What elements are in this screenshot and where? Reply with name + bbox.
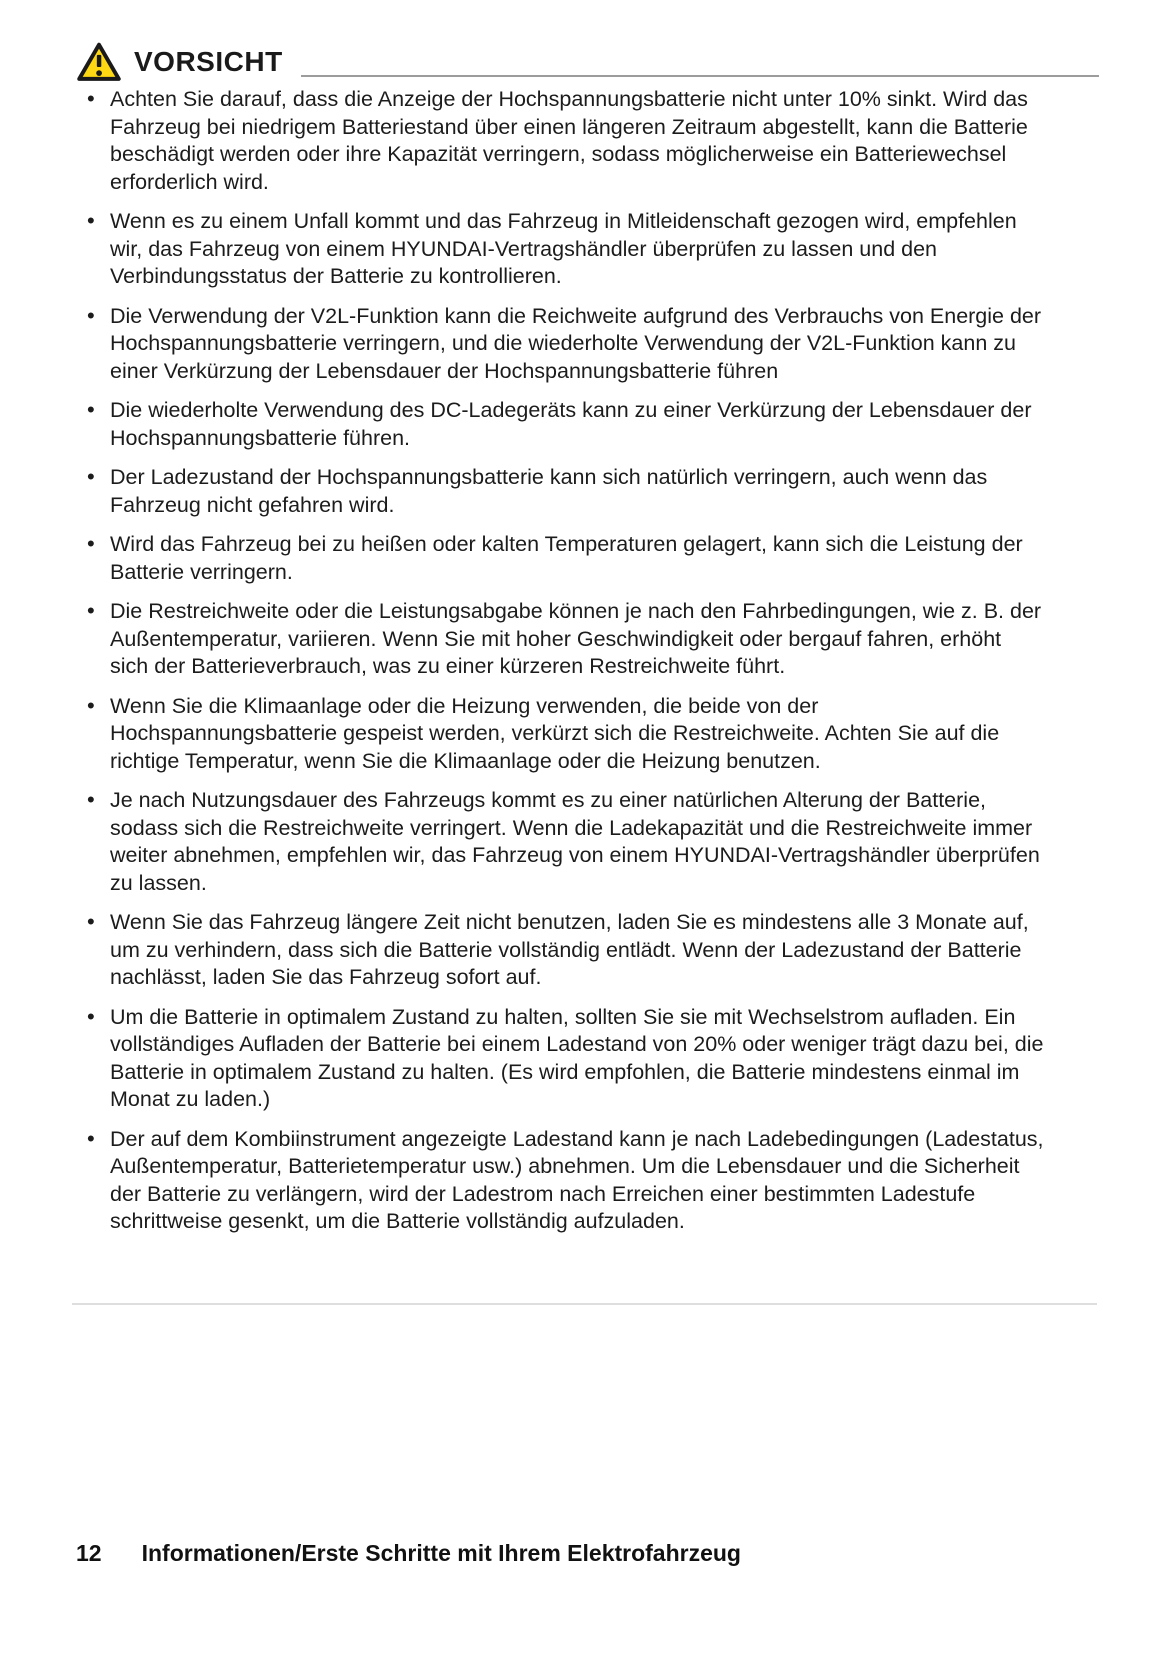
warning-triangle-icon (76, 41, 122, 83)
caution-list-item: • Der auf dem Kombiinstrument angezeigte Ladestand kann je nach Ladebedingungen (Ladestatus, Außentemperatur, Batterietemperatur usw.) abnehmen. Um die Lebensdauer und die Sicherheit der Batterie zu verlängern, wird der Ladestrom nach Erreichen einer bestimmten Ladestufe schrittweise gesenkt, um die Batterie vollständig aufzuladen. (76, 1126, 1045, 1236)
caution-list-item: • Der Ladezustand der Hochspannungsbatterie kann sich natürlich verringern, auch wenn das Fahrzeug nicht gefahren wird. (76, 464, 1045, 519)
caution-list-item: • Wenn Sie die Klimaanlage oder die Heizung verwenden, die beide von der Hochspannungsbatterie gespeist werden, verkürzt sich die Restreichweite. Achten Sie auf die richtige Temperatur, wenn Sie die Klimaanlage oder die Heizung benutzen. (76, 693, 1045, 776)
caution-list-item: • Wenn Sie das Fahrzeug längere Zeit nicht benutzen, laden Sie es mindestens alle 3 Monate auf, um zu verhindern, dass sich die Batterie vollständig entlädt. Wenn der Ladezustand der Batterie nachlässt, laden Sie das Fahrzeug sofort auf. (76, 909, 1045, 992)
caution-title: VORSICHT (134, 46, 283, 77)
caution-list-item: • Je nach Nutzungsdauer des Fahrzeugs kommt es zu einer natürlichen Alterung der Batterie, sodass sich die Restreichweite verringert. Wenn die Ladekapazität und die Restreichweite immer weiter abnehmen, empfehlen wir, das Fahrzeug von einem HYUNDAI-Vertragshändler überprüfen zu lassen. (76, 787, 1045, 897)
caution-list-item: • Wenn es zu einem Unfall kommt und das Fahrzeug in Mitleidenschaft gezogen wird, empfehlen wir, das Fahrzeug von einem HYUNDAI-Vertragshändler überprüfen zu lassen und den Verbindungsstatus der Batterie zu kontrollieren. (76, 208, 1045, 291)
caution-list-item: • Die Restreichweite oder die Leistungsabgabe können je nach den Fahrbedingungen, wie z. B. der Außentemperatur, variieren. Wenn Sie mit hoher Geschwindigkeit oder bergauf fahren, erhöht sich der Batterieverbrauch, was zu einer kürzeren Restreichweite führt. (76, 598, 1045, 681)
caution-list-item: • Die wiederholte Verwendung des DC-Ladegeräts kann zu einer Verkürzung der Lebensdauer der Hochspannungsbatterie führen. (76, 397, 1045, 452)
caution-list-item: • Wird das Fahrzeug bei zu heißen oder kalten Temperaturen gelagert, kann sich die Leistung der Batterie verringern. (76, 531, 1045, 586)
footer-section-title: Informationen/Erste Schritte mit Ihrem Elektrofahrzeug (141, 1540, 741, 1566)
section-divider (72, 1303, 1097, 1305)
caution-list (76, 86, 1107, 1248)
page-footer (76, 1540, 741, 1567)
caution-list-item: • Um die Batterie in optimalem Zustand zu halten, sollten Sie sie mit Wechselstrom aufladen. Ein vollständiges Aufladen der Batterie bei einem Ladestand von 20% oder weniger trägt dazu bei, die Batterie in optimalem Zustand zu halten. (Es wird empfohlen, die Batterie mindestens einmal im Monat zu laden.) (76, 1004, 1045, 1114)
caution-header (76, 40, 1099, 84)
page-number: 12 (76, 1540, 102, 1566)
header-rule (301, 75, 1099, 77)
caution-list-item: • Achten Sie darauf, dass die Anzeige der Hochspannungsbatterie nicht unter 10% sinkt. Wird das Fahrzeug bei niedrigem Batteriestand über einen längeren Zeitraum abgestellt, kann die Batterie beschädigt werden oder ihre Kapazität verringern, sodass möglicherweise ein Batteriewechsel erforderlich wird. (76, 86, 1045, 196)
caution-list-item: • Die Verwendung der V2L-Funktion kann die Reichweite aufgrund des Verbrauchs von Energie der Hochspannungsbatterie verringern, und die wiederholte Verwendung der V2L-Funktion kann zu einer Verkürzung der Lebensdauer der Hochspannungsbatterie führen (76, 303, 1045, 386)
